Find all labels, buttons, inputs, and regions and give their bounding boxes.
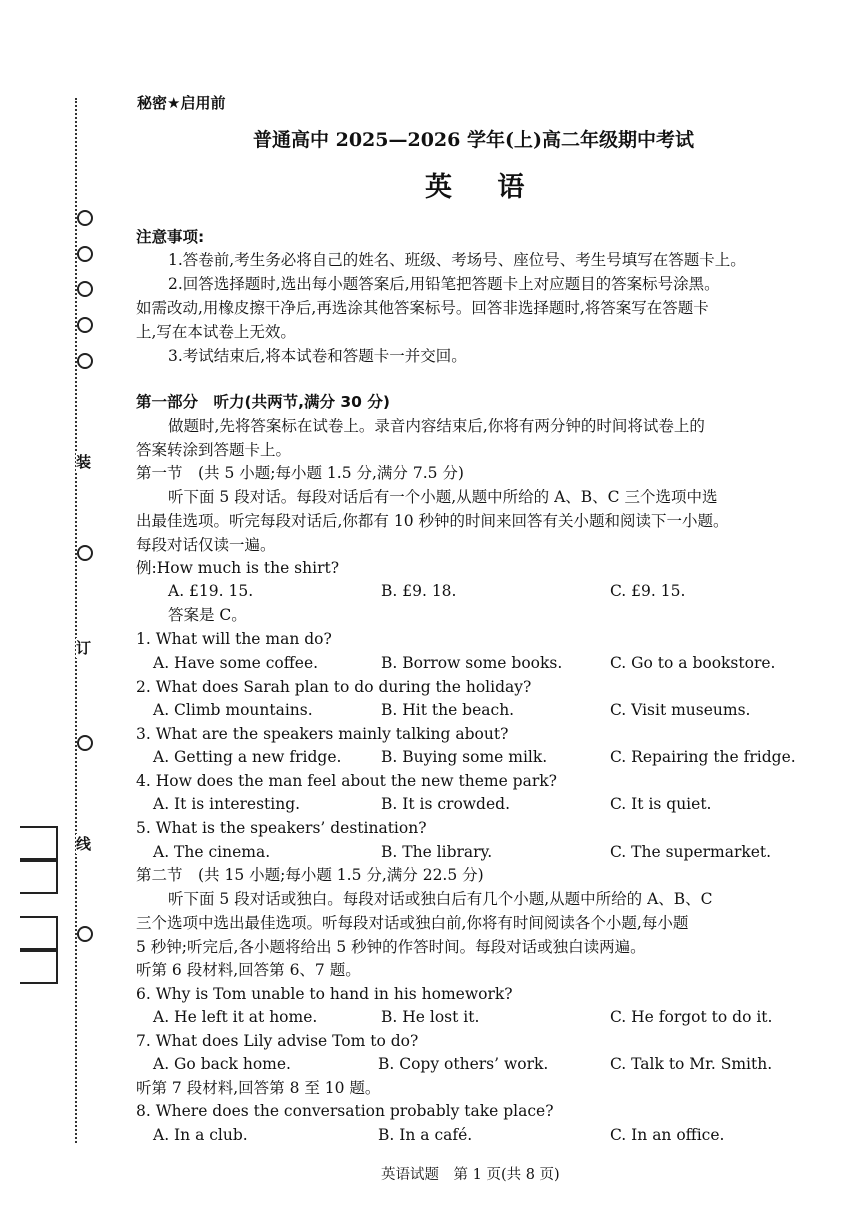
part1-intro-cont: 答案转涂到答题卡上。 (136, 441, 292, 459)
q6-option-c: C. He forgot to do it. (610, 1008, 773, 1026)
q6-option-a: A. He left it at home. (153, 1008, 318, 1026)
note-2-cont: 如需改动,用橡皮擦干净后,再选涂其他答案标号。回答非选择题时,将答案写在答题卡 (136, 299, 709, 317)
student-info-box (20, 916, 58, 950)
question-4: 4. How does the man feel about the new theme park? (136, 772, 557, 790)
example-option-c: C. £9. 15. (610, 582, 686, 600)
binding-label-ding: 订 (76, 639, 92, 657)
binding-hole-icon (77, 926, 93, 942)
subject-title: 英 语 (425, 172, 543, 203)
q4-option-c: C. It is quiet. (610, 795, 712, 813)
q2-option-c: C. Visit museums. (610, 701, 751, 719)
section1-directions: 听下面 5 段对话。每段对话后有一个小题,从题中所给的 A、B、C 三个选项中选 (168, 488, 718, 506)
section2-directions: 听下面 5 段对话或独白。每段对话或独白后有几个小题,从题中所给的 A、B、C (168, 890, 713, 908)
q5-option-c: C. The supermarket. (610, 843, 772, 861)
section2-directions-cont: 三个选项中选出最佳选项。听每段对话或独白前,你将有时间阅读各个小题,每小题 (136, 914, 689, 932)
binding-hole-icon (77, 281, 93, 297)
q5-option-a: A. The cinema. (153, 843, 271, 861)
question-6: 6. Why is Tom unable to hand in his homework? (136, 985, 513, 1003)
q1-option-b: B. Borrow some books. (381, 654, 563, 672)
section1-heading: 第一节 (共 5 小题;每小题 1.5 分,满分 7.5 分) (136, 464, 464, 482)
question-1: 1. What will the man do? (136, 630, 332, 648)
notes-heading: 注意事项: (136, 228, 205, 246)
section1-directions-end: 每段对话仅读一遍。 (136, 536, 276, 554)
example-option-b: B. £9. 18. (381, 582, 457, 600)
q7-option-c: C. Talk to Mr. Smith. (610, 1055, 773, 1073)
q7-option-a: A. Go back home. (153, 1055, 291, 1073)
material-7-instruction: 听第 7 段材料,回答第 8 至 10 题。 (136, 1079, 381, 1097)
binding-hole-icon (77, 545, 93, 561)
q2-option-a: A. Climb mountains. (153, 701, 313, 719)
section1-directions-cont: 出最佳选项。听完每段对话后,你都有 10 秒钟的时间来回答有关小题和阅读下一小题。 (136, 512, 729, 530)
q1-option-a: A. Have some coffee. (153, 654, 319, 672)
binding-label-zhuang: 装 (76, 453, 92, 471)
q7-option-b: B. Copy others’ work. (378, 1055, 549, 1073)
q4-option-b: B. It is crowded. (381, 795, 510, 813)
example-option-a: A. £19. 15. (168, 582, 254, 600)
secret-label: 秘密★启用前 (137, 94, 226, 112)
material-6-instruction: 听第 6 段材料,回答第 6、7 题。 (136, 961, 361, 979)
binding-hole-icon (77, 210, 93, 226)
q8-option-a: A. In a club. (153, 1126, 248, 1144)
exam-title: 普通高中 2025—2026 学年(上)高二年级期中考试 (253, 129, 694, 151)
question-3: 3. What are the speakers mainly talking about? (136, 725, 509, 743)
student-info-box (20, 826, 58, 860)
q3-option-b: B. Buying some milk. (381, 748, 548, 766)
q4-option-a: A. It is interesting. (153, 795, 301, 813)
q3-option-c: C. Repairing the fridge. (610, 748, 796, 766)
note-2: 2.回答选择题时,选出每小题答案后,用铅笔把答题卡上对应题目的答案标号涂黑。 (168, 275, 720, 293)
binding-label-xian: 线 (76, 835, 92, 853)
q2-option-b: B. Hit the beach. (381, 701, 515, 719)
student-info-box (20, 950, 58, 984)
binding-hole-icon (77, 246, 93, 262)
question-5: 5. What is the speakers’ destination? (136, 819, 427, 837)
question-7: 7. What does Lily advise Tom to do? (136, 1032, 419, 1050)
student-info-box (20, 860, 58, 894)
q8-option-b: B. In a café. (378, 1126, 473, 1144)
question-2: 2. What does Sarah plan to do during the holiday? (136, 678, 532, 696)
part1-intro: 做题时,先将答案标在试卷上。录音内容结束后,你将有两分钟的时间将试卷上的 (168, 417, 705, 435)
binding-hole-icon (77, 735, 93, 751)
note-2-end: 上,写在本试卷上无效。 (136, 323, 296, 341)
page-footer: 英语试题 第 1 页(共 8 页) (381, 1167, 560, 1183)
q1-option-c: C. Go to a bookstore. (610, 654, 776, 672)
note-1: 1.答卷前,考生务必将自己的姓名、班级、考场号、座位号、考生号填写在答题卡上。 (168, 251, 746, 269)
q6-option-b: B. He lost it. (381, 1008, 480, 1026)
q3-option-a: A. Getting a new fridge. (153, 748, 342, 766)
part1-heading: 第一部分 听力(共两节,满分 30 分) (136, 393, 390, 411)
note-3: 3.考试结束后,将本试卷和答题卡一并交回。 (168, 347, 467, 365)
question-8: 8. Where does the conversation probably take place? (136, 1102, 554, 1120)
q5-option-b: B. The library. (381, 843, 493, 861)
section2-directions-end: 5 秒钟;听完后,各小题将给出 5 秒钟的作答时间。每段对话或独白读两遍。 (136, 938, 646, 956)
q8-option-c: C. In an office. (610, 1126, 725, 1144)
example-answer: 答案是 C。 (168, 606, 247, 624)
binding-hole-icon (77, 353, 93, 369)
binding-hole-icon (77, 317, 93, 333)
section2-heading: 第二节 (共 15 小题;每小题 1.5 分,满分 22.5 分) (136, 866, 484, 884)
example-question: 例:How much is the shirt? (136, 559, 340, 577)
